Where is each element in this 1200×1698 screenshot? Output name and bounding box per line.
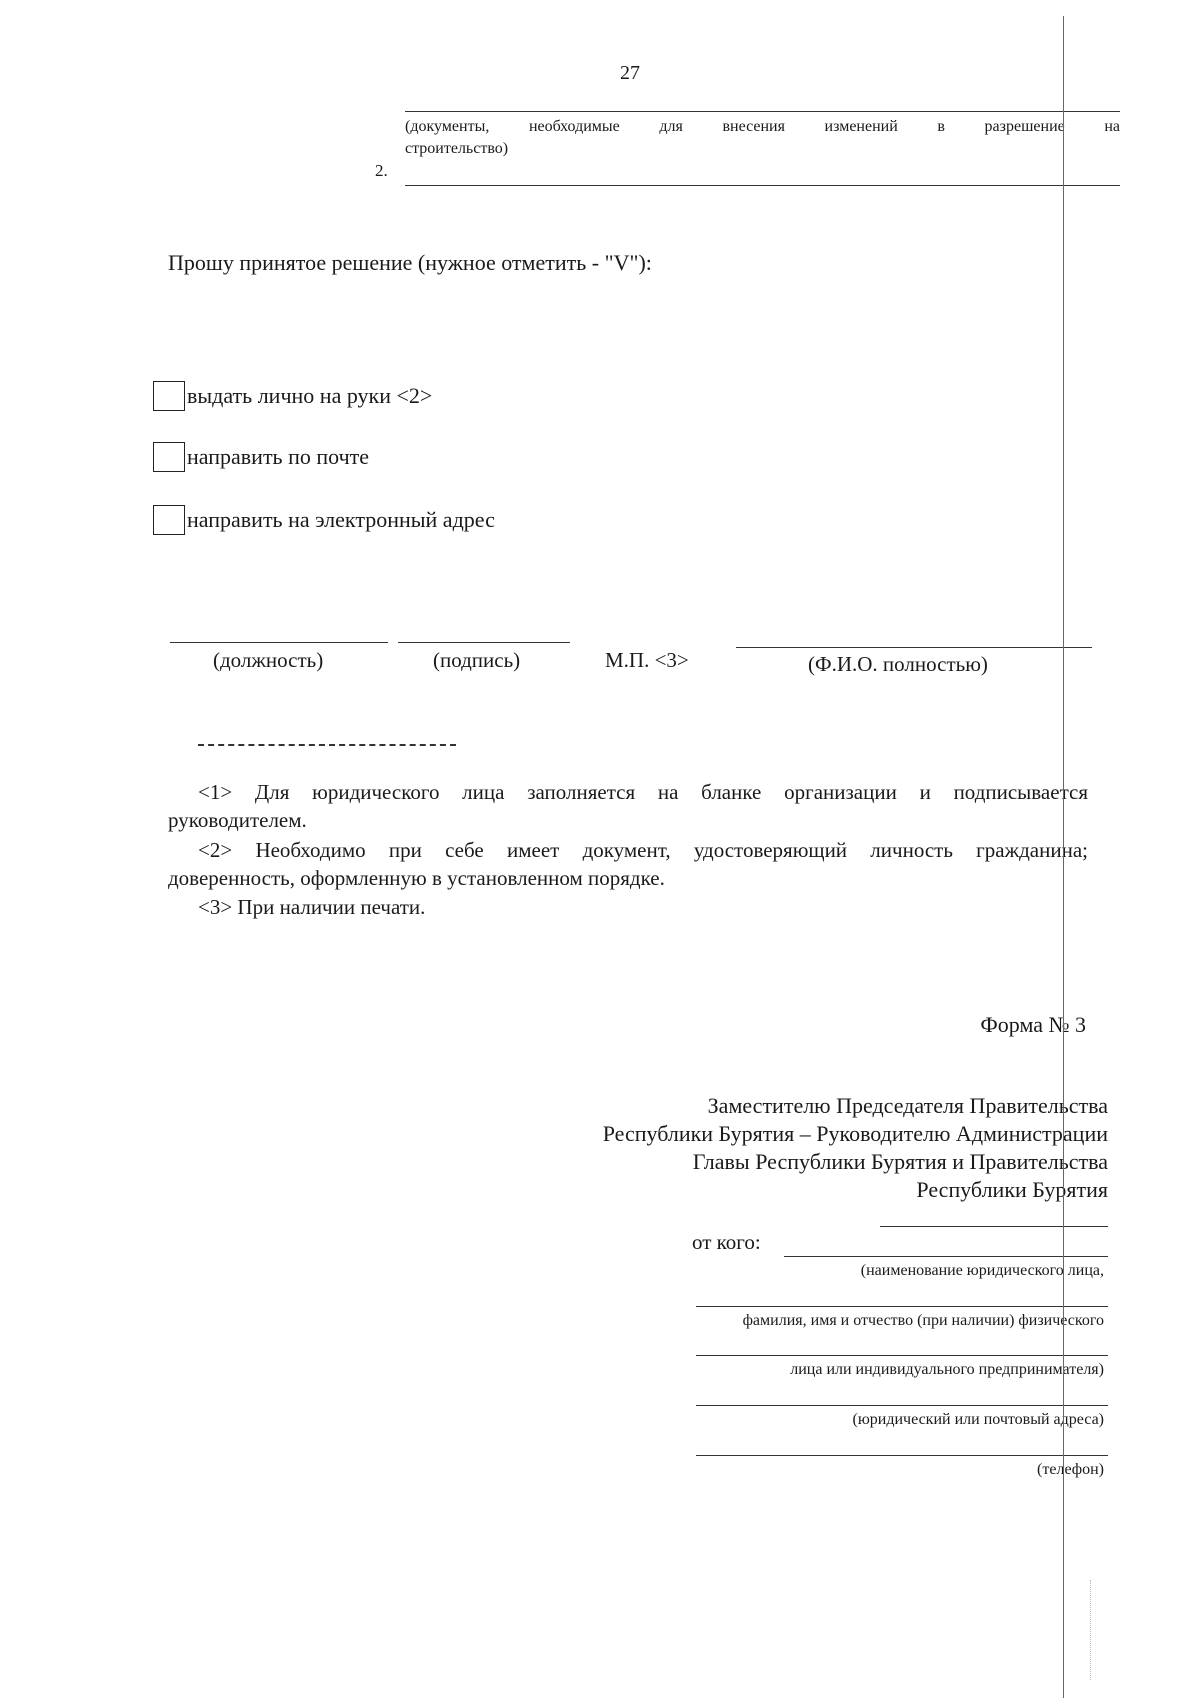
stamp-label: М.П. <3> bbox=[605, 648, 689, 672]
applicant-phone-line[interactable] bbox=[696, 1455, 1108, 1456]
caption-applicant-phone: (телефон) bbox=[1037, 1461, 1104, 1478]
position-label: (должность) bbox=[213, 648, 324, 672]
addressee-block bbox=[603, 1092, 1108, 1204]
scan-fold-line bbox=[1063, 16, 1064, 1698]
applicant-address-line[interactable] bbox=[696, 1405, 1108, 1406]
fullname-label: (Ф.И.О. полностью) bbox=[808, 652, 988, 676]
addressee-line-3: Главы Республики Бурятия и Правительства bbox=[692, 1149, 1108, 1174]
request-text: Прошу принятое решение (нужное отметить - "V"): bbox=[168, 250, 652, 275]
option-label-in-person: выдать лично на руки <2> bbox=[187, 383, 433, 408]
footnote-2-line-2: доверенность, оформленную в установленном порядке. bbox=[168, 866, 665, 890]
form-title: Форма № 3 bbox=[980, 1012, 1086, 1037]
applicant-fio-line[interactable] bbox=[696, 1306, 1108, 1307]
checkbox-send-by-post[interactable] bbox=[153, 442, 185, 472]
docs-line-1 bbox=[405, 111, 1120, 112]
option-deliver-in-person[interactable] bbox=[153, 379, 432, 413]
option-label-by-email: направить на электронный адрес bbox=[187, 507, 495, 532]
caption-applicant-name: (наименование юридического лица, bbox=[860, 1262, 1104, 1279]
addressee-line-2: Республики Бурятия – Руководителю Администрации bbox=[602, 1121, 1108, 1146]
footnote-1-line-2: руководителем. bbox=[168, 808, 307, 832]
checkbox-send-by-email[interactable] bbox=[153, 505, 185, 535]
page-number: 27 bbox=[620, 62, 640, 84]
applicant-entrepreneur-line[interactable] bbox=[696, 1355, 1108, 1356]
addressee-line-1: Заместителю Председателя Правительства bbox=[707, 1093, 1108, 1118]
caption-applicant-fio: фамилия, имя и отчество (при наличии) физического bbox=[742, 1312, 1104, 1329]
option-send-by-email[interactable] bbox=[153, 503, 495, 537]
docs-line-2 bbox=[405, 185, 1120, 186]
signature-line bbox=[398, 642, 570, 643]
docs-caption: (документы, необходимые для внесения изменений в разрешение на bbox=[405, 118, 1120, 135]
applicant-top-line bbox=[880, 1226, 1108, 1227]
scan-noise bbox=[1090, 1580, 1093, 1680]
footnote-1-line-1: <1> Для юридического лица заполняется на бланке организации и подписывается bbox=[198, 780, 1088, 804]
footnote-3: <3> При наличии печати. bbox=[198, 895, 426, 919]
footnote-separator bbox=[198, 744, 456, 746]
option-send-by-post[interactable] bbox=[153, 440, 369, 474]
fullname-line bbox=[736, 647, 1092, 648]
checkbox-deliver-in-person[interactable] bbox=[153, 381, 185, 411]
addressee-line-4: Республики Бурятия bbox=[916, 1177, 1108, 1202]
applicant-name-line[interactable] bbox=[784, 1256, 1108, 1257]
item-2-number: 2. bbox=[375, 161, 388, 180]
docs-caption-continued: строительство) bbox=[405, 140, 509, 157]
footnote-2-line-1: <2> Необходимо при себе имеет документ, удостоверяющий личность гражданина; bbox=[198, 838, 1088, 862]
signature-label: (подпись) bbox=[433, 648, 521, 672]
from-label: от кого: bbox=[692, 1230, 761, 1254]
position-line bbox=[170, 642, 388, 643]
caption-applicant-address: (юридический или почтовый адреса) bbox=[852, 1411, 1104, 1428]
caption-applicant-entrepreneur: лица или индивидуального предпринимателя) bbox=[790, 1361, 1104, 1378]
option-label-by-post: направить по почте bbox=[187, 444, 370, 469]
